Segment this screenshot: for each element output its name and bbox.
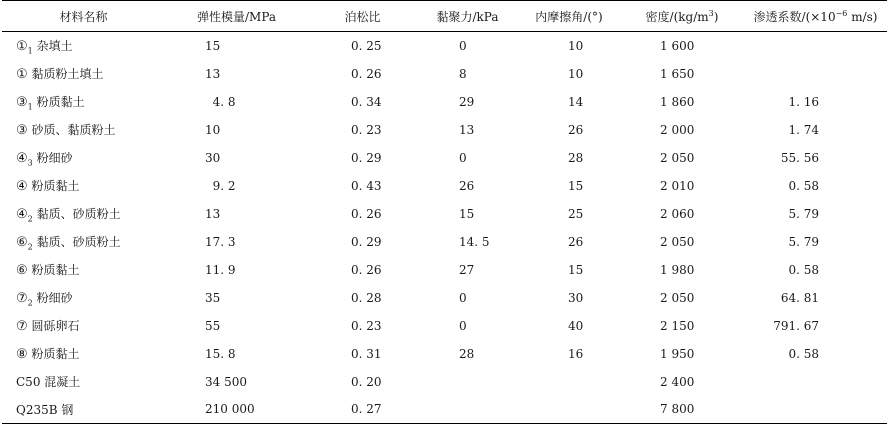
cell-friction-angle: 26 [568,234,584,249]
cell-permeability: 1. 74 [788,122,819,137]
cell-friction-angle: 10 [568,66,584,81]
stratum-number-symbol: ④ [16,179,28,194]
cell-density: 1 600 [660,38,695,53]
cell-cohesion [417,368,518,396]
material-name-text: 粉质黏土 [32,95,85,109]
cell-permeability [744,32,887,60]
cell-poisson-ratio: 0. 26 [351,66,382,81]
table-row [2,172,887,200]
cell-elastic-modulus: 11. 9 [205,262,236,277]
header-density-sup: 3 [708,8,714,18]
table-row [2,116,887,144]
cell-friction-angle: 25 [568,206,584,221]
cell-permeability: 791. 67 [773,318,819,333]
header-material-name: 材料名称 [59,9,108,24]
cell-cohesion [417,396,518,424]
header-row [2,1,887,32]
cell-friction-angle: 40 [568,318,584,333]
stratum-number-symbol: ⑦ [16,291,28,306]
stratum-number-symbol: ③ [16,95,28,110]
cell-elastic-modulus: 4. 8 [205,94,236,109]
stratum-number-symbol: ④ [16,207,28,222]
material-name-text: 粉细砂 [32,291,73,305]
cell-cohesion: 28 [459,346,475,361]
cell-permeability: 5. 79 [788,234,819,249]
cell-density: 1 650 [660,66,695,81]
cell-poisson-ratio: 0. 43 [351,178,382,193]
cell-permeability [744,60,887,88]
cell-density: 1 980 [660,262,695,277]
stratum-sub-index: 2 [27,214,33,224]
material-name-text: 粉质黏土 [27,263,80,277]
table-row [2,368,887,396]
header-perm-prefix: 渗透系数/(×10 [753,9,836,24]
cell-material-name [2,284,165,312]
cell-material-name [2,396,165,424]
cell-poisson-ratio: 0. 26 [351,206,382,221]
cell-cohesion: 29 [459,94,475,109]
header-poisson-ratio: 泊松比 [344,9,381,24]
cell-cohesion: 14. 5 [459,234,490,249]
cell-material-name [2,228,165,256]
cell-cohesion: 26 [459,178,475,193]
cell-poisson-ratio: 0. 26 [351,262,382,277]
cell-material-name [2,144,165,172]
table-row [2,200,887,228]
cell-cohesion: 13 [459,122,475,137]
cell-cohesion: 27 [459,262,475,277]
cell-elastic-modulus: 9. 2 [205,178,236,193]
cell-friction-angle: 30 [568,290,584,305]
cell-material-name [2,340,165,368]
table-row [2,32,887,60]
cell-friction-angle [518,396,620,424]
cell-material-name [2,172,165,200]
cell-permeability: 1. 16 [788,94,819,109]
table-row [2,340,887,368]
table-row [2,284,887,312]
cell-elastic-modulus: 15. 8 [205,346,236,361]
cell-density: 2 000 [660,122,695,137]
cell-density: 2 060 [660,206,695,221]
cell-poisson-ratio: 0. 20 [351,374,382,389]
header-perm-sup: −6 [835,8,848,18]
cell-friction-angle: 15 [568,178,584,193]
material-properties-table [2,0,887,424]
material-name-text: 黏质粉土填土 [27,67,104,81]
header-friction-angle: 内摩擦角/(°) [535,9,603,24]
cell-material-name [2,88,165,116]
header-density-prefix: 密度/(kg/m [645,9,709,24]
cell-cohesion: 0 [459,318,467,333]
cell-friction-angle: 15 [568,262,584,277]
cell-permeability: 55. 56 [780,150,819,165]
cell-poisson-ratio: 0. 27 [351,402,382,417]
cell-friction-angle: 14 [568,94,584,109]
table-row [2,312,887,340]
cell-elastic-modulus: 210 000 [205,402,255,417]
material-name-text: 粉细砂 [32,151,73,165]
cell-density: 1 950 [660,346,695,361]
cell-elastic-modulus: 13 [205,66,221,81]
cell-permeability [744,396,887,424]
cell-density: 2 050 [660,150,695,165]
cell-elastic-modulus: 34 500 [205,374,247,389]
cell-elastic-modulus: 15 [205,38,221,53]
cell-poisson-ratio: 0. 34 [351,94,382,109]
stratum-number-symbol: ③ [16,123,28,138]
cell-cohesion: 8 [459,66,467,81]
stratum-sub-index: 2 [27,242,33,252]
stratum-number-symbol: ① [16,39,28,55]
table-row [2,144,887,172]
cell-poisson-ratio: 0. 25 [351,38,382,53]
cell-material-name [2,368,165,396]
cell-density: 2 050 [660,234,695,249]
cell-density: 2 010 [660,178,695,193]
cell-elastic-modulus: 35 [205,290,221,305]
material-name-text: 黏质、砂质粉土 [32,235,121,249]
header-elastic-modulus: 弹性模量/MPa [196,9,277,24]
cell-cohesion: 15 [459,206,475,221]
cell-permeability: 0. 58 [788,346,819,361]
material-name-text: Q235B 钢 [16,402,74,417]
cell-friction-angle: 26 [568,122,584,137]
material-name-text: 圆砾卵石 [27,319,80,333]
cell-poisson-ratio: 0. 28 [351,290,382,305]
cell-friction-angle: 10 [568,38,584,53]
cell-material-name [2,256,165,284]
cell-poisson-ratio: 0. 29 [351,234,382,249]
cell-density: 2 150 [660,318,695,333]
cell-elastic-modulus: 10 [205,122,221,137]
material-name-text: 砂质、黏质粉土 [27,123,116,137]
cell-material-name [2,60,165,88]
cell-cohesion: 0 [459,290,467,305]
stratum-number-symbol: ⑥ [16,263,28,278]
material-name-text: 黏质、砂质粉土 [32,207,121,221]
header-perm-suffix: m/s) [847,9,878,24]
stratum-number-symbol: ④ [16,151,28,166]
material-name-text: 粉质黏土 [27,179,80,193]
cell-poisson-ratio: 0. 31 [351,346,382,361]
cell-elastic-modulus: 30 [205,150,221,165]
cell-density: 7 800 [660,402,695,417]
table-row [2,228,887,256]
cell-elastic-modulus: 55 [205,318,221,333]
cell-density: 2 050 [660,290,695,305]
cell-permeability: 5. 79 [788,206,819,221]
stratum-number-symbol: ① [16,67,28,82]
table-body [2,32,887,424]
cell-elastic-modulus: 13 [205,206,221,221]
cell-poisson-ratio: 0. 29 [351,150,382,165]
table-row [2,60,887,88]
cell-friction-angle: 28 [568,150,584,165]
cell-density: 2 400 [660,374,695,389]
header-cohesion: 黏聚力/kPa [436,9,499,24]
cell-cohesion: 0 [459,38,467,53]
stratum-number-symbol: ⑥ [16,235,28,250]
cell-permeability: 0. 58 [788,262,819,277]
cell-permeability: 0. 58 [788,178,819,193]
cell-cohesion: 0 [459,150,467,165]
cell-permeability: 64. 81 [780,290,819,305]
cell-permeability [744,368,887,396]
cell-material-name [2,312,165,340]
header-density [620,1,744,32]
cell-material-name [2,32,165,60]
cell-friction-angle: 16 [568,346,584,361]
material-name-text: C50 混凝土 [16,375,81,389]
material-properties-table-container [2,0,887,424]
cell-material-name [2,200,165,228]
cell-poisson-ratio: 0. 23 [351,318,382,333]
stratum-number-symbol: ⑦ [16,319,28,334]
table-row [2,88,887,116]
table-header [2,1,887,32]
table-row [2,396,887,424]
cell-friction-angle [518,368,620,396]
material-name-text: 杂填土 [32,39,73,54]
cell-poisson-ratio: 0. 23 [351,122,382,137]
cell-material-name [2,116,165,144]
stratum-sub-index: 1 [27,102,33,112]
stratum-sub-index: 1 [27,46,33,56]
cell-elastic-modulus: 17. 3 [205,234,236,249]
cell-density: 1 860 [660,94,695,109]
header-density-suffix: ) [713,9,719,24]
header-permeability [744,1,887,32]
stratum-sub-index: 2 [27,298,33,308]
stratum-number-symbol: ⑧ [16,347,28,362]
table-row [2,256,887,284]
material-name-text: 粉质黏土 [27,347,80,361]
stratum-sub-index: 3 [27,158,33,168]
